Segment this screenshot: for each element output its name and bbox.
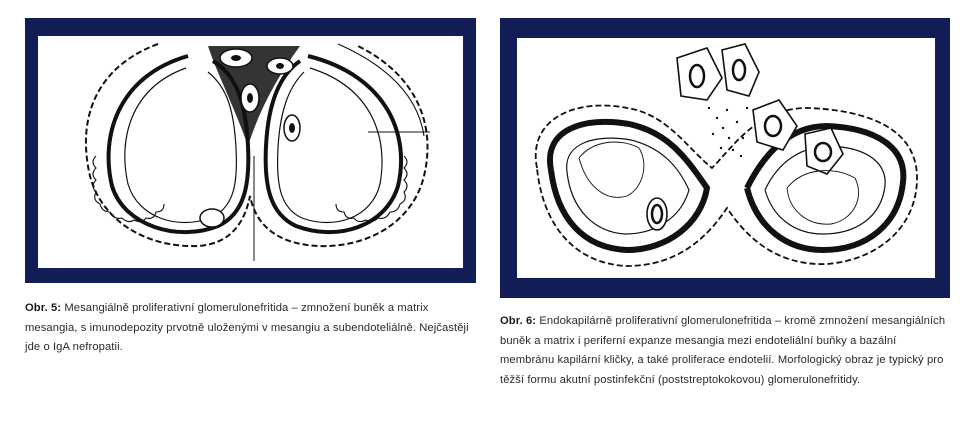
figure-5-illustration [38,36,463,268]
figure-6-caption [500,312,952,390]
figure-6-caption-text: Endokapilárně proliferativní glomerulonefritida – kromě zmnožení mesangiálních buněk a matrix i periferní expanze mesangia mezi endoteliální buňky a bazální membránu kapilární kličky, a také proliferace endotelií. Morfologický obraz je typický pro těžší formu akutní postinfekční (poststreptokokovou) glomerulonefritidy. [500,315,946,386]
figure-6-label: Obr. 6: [500,315,537,327]
figure-5-caption-text: Mesangiálně proliferativní glomerulonefritida – zmnožení buněk a matrix mesangia, s imunodepozity prvotně uloženými v mesangiu a subendoteliálně. Nejčastěji jde o IgA nefropatii. [25,302,469,353]
figure-5-frame [25,18,476,283]
figure-6-illustration [517,38,935,278]
figure-6-frame [500,18,950,298]
figure-5-label: Obr. 5: [25,302,62,314]
glomerulus-drawing-mesangial [38,36,463,268]
figure-5-caption [25,299,477,358]
glomerulus-drawing-endocapillary [517,38,935,278]
